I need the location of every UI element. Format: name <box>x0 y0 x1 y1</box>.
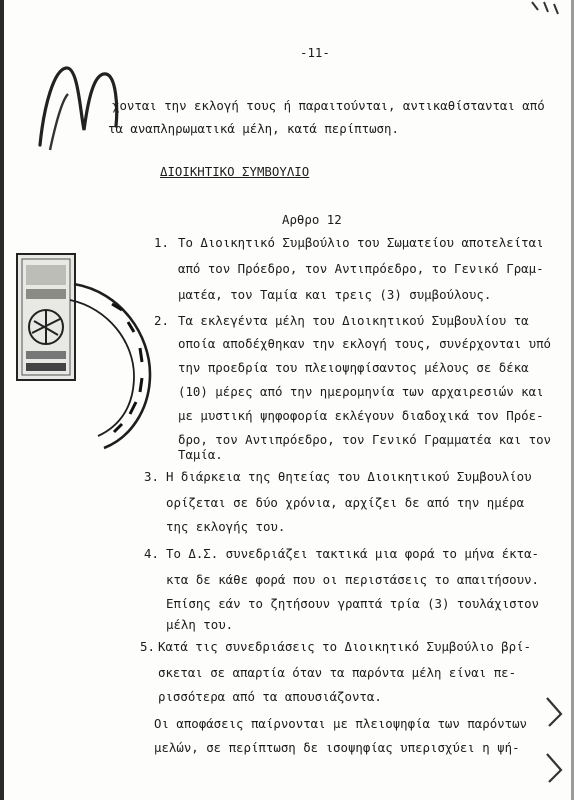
paragraph-number: 3. <box>144 469 159 484</box>
paragraph-line: Η διάρκεια της θητείας του Διοικητικού Συμβουλίου <box>166 469 532 484</box>
article-title: Αρθρο 12 <box>282 212 342 227</box>
paragraph-number: 5. <box>140 639 155 654</box>
paragraph-line: (10) μέρες από την ημερομηνία των αρχαιρεσιών και <box>178 384 544 399</box>
paragraph-number: 1. <box>154 235 169 250</box>
paragraph-line: Κατά τις συνεδριάσεις το Διοικητικό Συμβούλιο βρί- <box>158 639 531 654</box>
paragraph-line: ρισσότερα από τα απουσιάζοντα. <box>158 689 382 704</box>
paragraph-line: ορίζεται σε δύο χρόνια, αρχίζει δε από την ημέρα <box>166 495 525 510</box>
paragraph-line: σκεται σε απαρτία όταν τα παρόντα μέλη είναι πε- <box>158 665 517 680</box>
paragraph-line: Τα εκλεγέντα μέλη του Διοικητικού Συμβουλίου τα <box>178 313 529 328</box>
paragraph-line: με μυστική ψηφοφορία εκλέγουν διαδοχικά τον Πρόε- <box>178 408 544 423</box>
text-line: Οι αποφάσεις παίρνονται με πλειοψηφία των παρόντων <box>154 716 527 731</box>
text-line: χονται την εκλογή τους ή παραιτούνται, αντικαθίστανται από <box>112 98 545 113</box>
circular-seal <box>64 278 156 450</box>
section-title: ΔΙΟΙΚΗΤΙΚΟ ΣΥΜΒΟΥΛΙΟ <box>160 164 310 179</box>
paragraph-number: 2. <box>154 313 169 328</box>
text-line: τα αναπληρωματικά μέλη, κατά περίπτωση. <box>108 121 399 136</box>
page-number: -11- <box>300 45 330 60</box>
paragraph-line: δρο, τον Αντιπρόεδρο, τον Γενικό Γραμματέα και τον <box>178 432 551 447</box>
paragraph-line: Το Δ.Σ. συνεδριάζει τακτικά μια φορά το μήνα έκτα- <box>166 546 539 561</box>
paragraph-line: ματέα, τον Ταμία και τρεις (3) συμβούλους. <box>178 287 492 302</box>
paragraph-line: Το Διοικητικό Συμβούλιο του Σωματείου αποτελείται <box>178 235 544 250</box>
paragraph-line: οποία αποδέχθηκαν την εκλογή τους, συνέρχονται υπό <box>178 336 551 351</box>
paragraph-line: Ταμία. <box>178 447 223 462</box>
paragraph-line: Επίσης εάν το ζητήσουν γραπτά τρία (3) τουλάχιστον <box>166 596 539 611</box>
left-scan-edge <box>0 0 4 800</box>
paragraph-line: κτα δε κάθε φορά που οι περιστάσεις το απαιτήσουν. <box>166 572 539 587</box>
paragraph-number: 4. <box>144 546 159 561</box>
text-line: μελών, σε περίπτωση δε ισοψηφίας υπερισχύει η ψή- <box>154 740 520 755</box>
paragraph-line: την προεδρία του πλειοψηφίσαντος μέλους σε δέκα <box>178 360 529 375</box>
paragraph-line: από τον Πρόεδρο, τον Αντιπρόεδρο, το Γενικό Γραμ- <box>178 261 544 276</box>
paragraph-line: της εκλογής του. <box>166 519 286 534</box>
paragraph-line: μέλη του. <box>166 617 234 632</box>
